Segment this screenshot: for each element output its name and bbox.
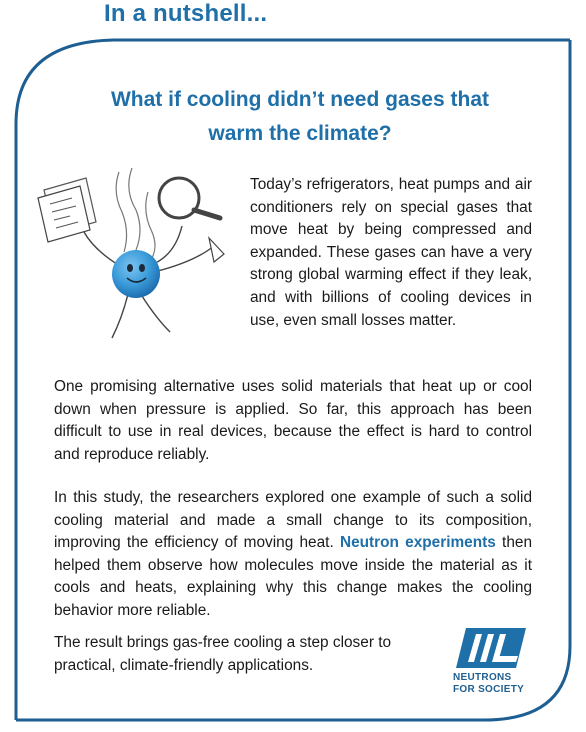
paragraph-study-end: then helped them observe how molecules move inside the material as it cools and heats, explaining why this change makes the cooling behavior more reliable.	[54, 534, 533, 619]
logo-line-2: FOR SOCIETY	[453, 684, 525, 695]
magnifying-glass-icon	[159, 178, 220, 218]
neutron-experiments-highlight: Neutron experiments	[339, 534, 496, 552]
paragraph-alternative: One promising alternative uses solid materials that heat up or cool down when pressure is applied. So far, this approach has been difficult to use in real devices, because the effect is hard to control and reproduce reliably.	[54, 378, 532, 463]
logo-text	[453, 672, 543, 696]
question-line-2: warm the climate?	[208, 122, 392, 145]
page-title: In a nutshell...	[104, 0, 268, 27]
paragraph-intro: Today’s refrigerators, heat pumps and air conditioners rely on special gases that move heat by being compressed and expanded. These gases can have a very strong global warming effect if they leak, and with billions of cooling devices in use, even small losses matter.	[250, 176, 532, 329]
paragraph-study	[54, 487, 532, 623]
paragraph-conclusion: The result brings gas-free cooling a step closer to practical, climate-friendly applications.	[54, 634, 392, 674]
question-line-1: What if cooling didn’t need gases that	[110, 88, 489, 111]
logo-line-1: NEUTRONS	[453, 672, 512, 683]
notes-paper-icon	[38, 178, 96, 242]
mascot-illustration	[24, 162, 242, 352]
paragraph-study-start: In this study, the researchers explored one example of such a solid cooling material and made a small change to its composition, improving the efficiency of moving heat.	[54, 489, 532, 552]
question-heading	[60, 83, 540, 151]
